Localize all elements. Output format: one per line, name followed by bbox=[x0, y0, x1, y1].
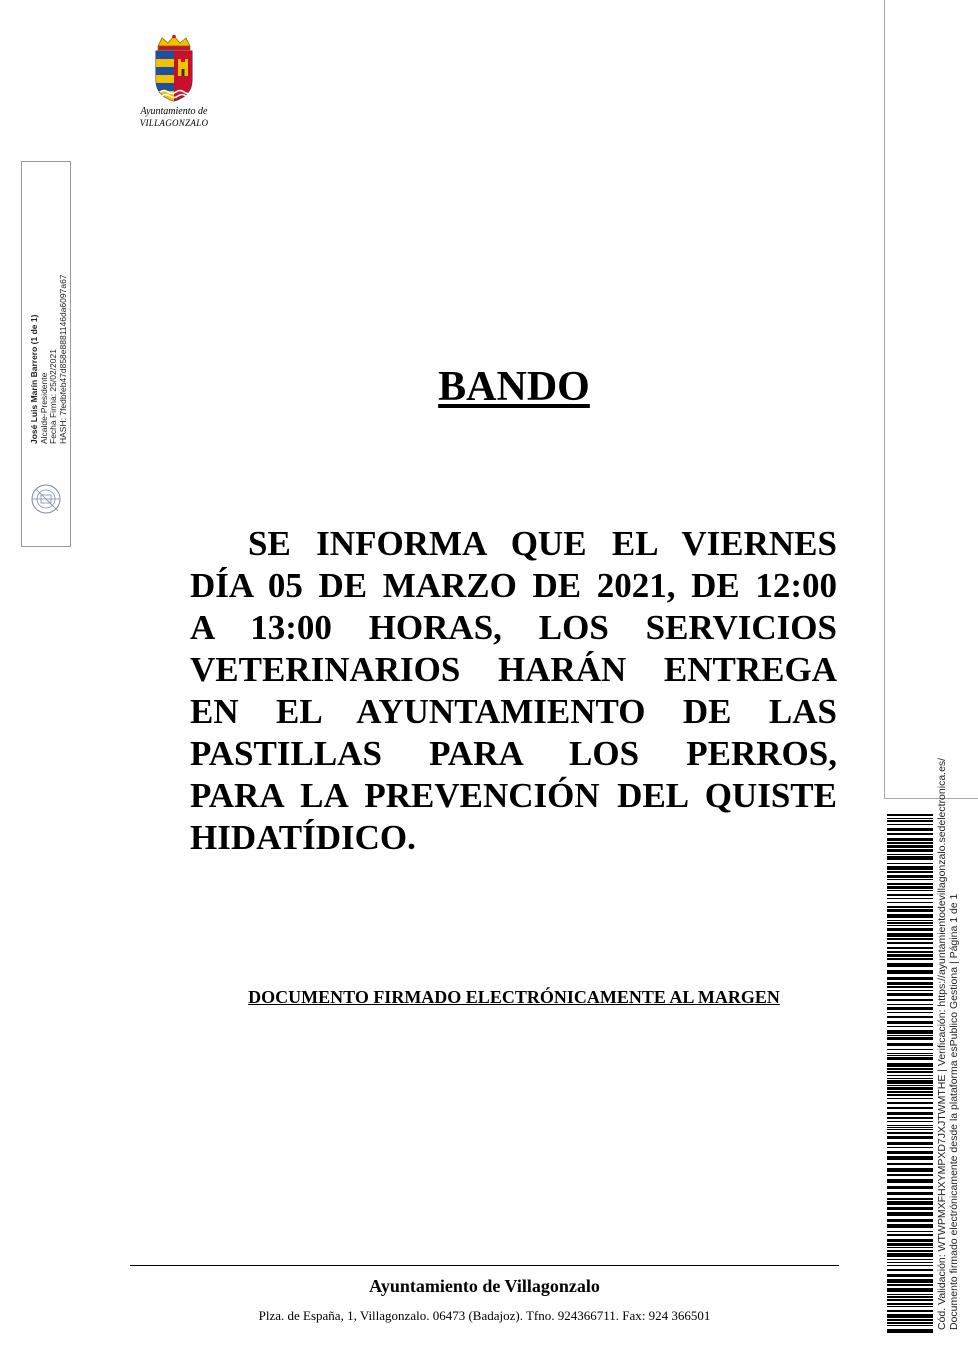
barcode-bar bbox=[887, 990, 933, 991]
barcode-bar bbox=[887, 906, 933, 908]
barcode-bar bbox=[887, 1117, 933, 1119]
barcode-bar bbox=[887, 890, 933, 891]
barcode-bar bbox=[887, 920, 933, 921]
footer-divider bbox=[130, 1265, 839, 1266]
barcode-bar bbox=[887, 909, 933, 912]
body-line: PASTILLAS PARA LOS PERROS, bbox=[190, 734, 837, 773]
barcode-bar bbox=[887, 1262, 933, 1263]
barcode-bar bbox=[887, 854, 933, 855]
barcode-bar bbox=[887, 1253, 933, 1257]
verification-code-line: Cód. Validación: WTWPMXFHXYMPXD7JXJTWMTHE | Verificación: https://ayuntamientodevillagonzalo.sedelectronica.es/ bbox=[936, 757, 948, 1330]
barcode-bar bbox=[887, 1007, 933, 1010]
barcode-bar bbox=[887, 1274, 933, 1277]
barcode-bar bbox=[887, 947, 933, 949]
barcode-bar bbox=[887, 1071, 933, 1073]
barcode-bar bbox=[887, 1125, 933, 1126]
barcode-bar bbox=[887, 1151, 933, 1154]
barcode-bar bbox=[887, 1091, 933, 1093]
barcode-bar bbox=[887, 999, 933, 1001]
barcode-icon bbox=[887, 814, 933, 1334]
barcode-bar bbox=[887, 879, 933, 880]
barcode-bar bbox=[887, 954, 933, 957]
barcode-bar bbox=[887, 1231, 933, 1232]
barcode-bar bbox=[887, 1085, 933, 1086]
barcode-bar bbox=[887, 1087, 933, 1090]
barcode-bar bbox=[887, 1021, 933, 1024]
barcode-bar bbox=[887, 1043, 933, 1046]
barcode-bar bbox=[887, 894, 933, 896]
barcode-bar bbox=[887, 875, 933, 878]
barcode-bar bbox=[887, 986, 933, 988]
barcode-bar bbox=[887, 1314, 933, 1318]
barcode-bar bbox=[887, 1239, 933, 1242]
barcode-bar bbox=[887, 902, 933, 903]
barcode-bar bbox=[887, 1243, 933, 1246]
barcode-bar bbox=[887, 1102, 933, 1104]
barcode-bar bbox=[887, 1129, 933, 1130]
barcode-bar bbox=[887, 1075, 933, 1076]
barcode-bar bbox=[887, 1163, 933, 1165]
barcode-bar bbox=[887, 1035, 933, 1036]
body-line: PARA LA PREVENCIÓN DEL QUISTE bbox=[190, 776, 837, 815]
barcode-bar bbox=[887, 1299, 933, 1301]
body-line: DÍA 05 DE MARZO DE 2021, DE 12:00 bbox=[190, 566, 837, 605]
barcode-bar bbox=[887, 1179, 933, 1183]
verification-text bbox=[936, 757, 960, 1330]
barcode-bar bbox=[887, 951, 933, 953]
barcode-bar bbox=[887, 1094, 933, 1096]
barcode-bar bbox=[887, 970, 933, 974]
barcode-bar bbox=[887, 1004, 933, 1005]
barcode-bar bbox=[887, 925, 933, 926]
barcode-bar bbox=[887, 1055, 933, 1056]
barcode-bar bbox=[887, 977, 933, 980]
body-line: EN EL AYUNTAMIENTO DE LAS bbox=[190, 692, 837, 731]
barcode-bar bbox=[887, 838, 933, 841]
barcode-bar bbox=[887, 942, 933, 944]
barcode-bar bbox=[887, 938, 933, 940]
barcode-bar bbox=[887, 1063, 933, 1067]
barcode-bar bbox=[887, 1098, 933, 1099]
barcode-bar bbox=[887, 863, 933, 864]
barcode-bar bbox=[887, 1306, 933, 1307]
document-title: BANDO bbox=[438, 364, 590, 410]
verification-frame bbox=[884, 0, 978, 799]
barcode-bar bbox=[887, 1259, 933, 1260]
barcode-bar bbox=[887, 1030, 933, 1034]
barcode-bar bbox=[887, 1269, 933, 1271]
barcode-bar bbox=[887, 883, 933, 885]
barcode-bar bbox=[887, 845, 933, 848]
footer-address: Plza. de España, 1, Villagonzalo. 06473 (Badajoz). Tfno. 924366711. Fax: 924 366501 bbox=[258, 1308, 711, 1323]
barcode-bar bbox=[887, 1310, 933, 1312]
barcode-bar bbox=[887, 1147, 933, 1148]
barcode-bar bbox=[887, 1207, 933, 1210]
barcode-bar bbox=[887, 1329, 933, 1333]
barcode-bar bbox=[887, 1168, 933, 1172]
barcode-bar bbox=[887, 922, 933, 924]
barcode-bar bbox=[887, 1186, 933, 1189]
barcode-bar bbox=[887, 856, 933, 860]
barcode-bar bbox=[887, 1265, 933, 1266]
barcode-bar bbox=[887, 993, 933, 996]
barcode-bar bbox=[887, 1247, 933, 1248]
barcode-bar bbox=[887, 963, 933, 967]
barcode-bar bbox=[887, 982, 933, 985]
barcode-bar bbox=[887, 814, 933, 816]
barcode-bar bbox=[887, 1112, 933, 1115]
barcode-bar bbox=[887, 820, 933, 822]
barcode-bar bbox=[887, 1107, 933, 1109]
barcode-bar bbox=[887, 1234, 933, 1236]
barcode-bar bbox=[887, 1319, 933, 1321]
barcode-bar bbox=[887, 1121, 933, 1122]
barcode-bar bbox=[887, 1049, 933, 1050]
footer-name: Ayuntamiento de Villagonzalo bbox=[369, 1276, 600, 1296]
barcode-bar bbox=[887, 1057, 933, 1060]
barcode-bar bbox=[887, 866, 933, 870]
signed-note: DOCUMENTO FIRMADO ELECTRÓNICAMENTE AL MARGEN bbox=[248, 987, 780, 1007]
barcode-bar bbox=[887, 914, 933, 918]
signer-name: José Luis Marín Barrero (1 de 1) bbox=[29, 314, 39, 444]
barcode-bar bbox=[887, 1192, 933, 1195]
barcode-bar bbox=[887, 849, 933, 852]
body-line: A 13:00 HORAS, LOS SERVICIOS bbox=[190, 608, 837, 647]
barcode-bar bbox=[887, 1136, 933, 1139]
barcode-bar bbox=[887, 1201, 933, 1205]
barcode-bar bbox=[887, 818, 933, 819]
barcode-bar bbox=[887, 886, 933, 889]
barcode-bar bbox=[887, 1198, 933, 1200]
barcode-bar bbox=[887, 898, 933, 899]
barcode-bar bbox=[887, 1156, 933, 1160]
barcode-bar bbox=[887, 1322, 933, 1324]
logo-caption-line1: Ayuntamiento de bbox=[140, 106, 208, 117]
coat-of-arms-icon bbox=[150, 34, 198, 104]
announcement-body bbox=[190, 523, 837, 859]
barcode-bar bbox=[887, 1068, 933, 1070]
barcode-bar bbox=[887, 1284, 933, 1286]
barcode-bar bbox=[887, 1037, 933, 1040]
barcode-bar bbox=[887, 1053, 933, 1054]
barcode-bar bbox=[887, 828, 933, 831]
body-line: HIDATÍDICO. bbox=[190, 818, 416, 857]
barcode-bar bbox=[887, 1212, 933, 1216]
barcode-bar bbox=[887, 928, 933, 931]
barcode-bar bbox=[887, 1296, 933, 1298]
barcode-bar bbox=[887, 1288, 933, 1292]
barcode-bar bbox=[887, 833, 933, 835]
barcode-bar bbox=[887, 1174, 933, 1176]
barcode-bar bbox=[887, 1127, 933, 1128]
barcode-bar bbox=[887, 1012, 933, 1013]
barcode-bar bbox=[887, 1016, 933, 1018]
verification-platform-line: Documento firmado electrónicamente desde la plataforma esPublico Gestiona | Página 1 de 1 bbox=[948, 893, 960, 1330]
barcode-bar bbox=[887, 1325, 933, 1326]
signature-hash: HASH: 7fedbfeb47d858e8881146da6097a67 bbox=[57, 274, 68, 444]
barcode-bar bbox=[887, 1026, 933, 1027]
barcode-bar bbox=[887, 824, 933, 825]
barcode-bar bbox=[887, 958, 933, 960]
seal-icon bbox=[28, 481, 64, 517]
logo-caption-line2: VILLAGONZALO bbox=[139, 118, 209, 128]
barcode-bar bbox=[887, 871, 933, 873]
barcode-bar bbox=[887, 1250, 933, 1252]
barcode-bar bbox=[887, 1279, 933, 1283]
body-line: SE INFORMA QUE EL VIERNES bbox=[248, 524, 837, 563]
barcode-bar bbox=[887, 1219, 933, 1222]
municipal-logo bbox=[128, 34, 220, 130]
barcode-bar bbox=[887, 1294, 933, 1295]
barcode-bar bbox=[887, 1132, 933, 1134]
barcode-bar bbox=[887, 1080, 933, 1084]
barcode-bar bbox=[887, 842, 933, 844]
barcode-bar bbox=[887, 1224, 933, 1228]
barcode-bar bbox=[887, 1303, 933, 1305]
signer-role: Alcalde-Presidente bbox=[38, 372, 49, 444]
barcode-bar bbox=[887, 1078, 933, 1079]
body-line: VETERINARIOS HARÁN ENTREGA bbox=[190, 650, 837, 689]
barcode-bar bbox=[887, 1142, 933, 1145]
signature-date: Fecha Firma: 25/02/2021 bbox=[48, 349, 59, 444]
barcode-bar bbox=[887, 933, 933, 937]
signature-details bbox=[30, 224, 68, 444]
